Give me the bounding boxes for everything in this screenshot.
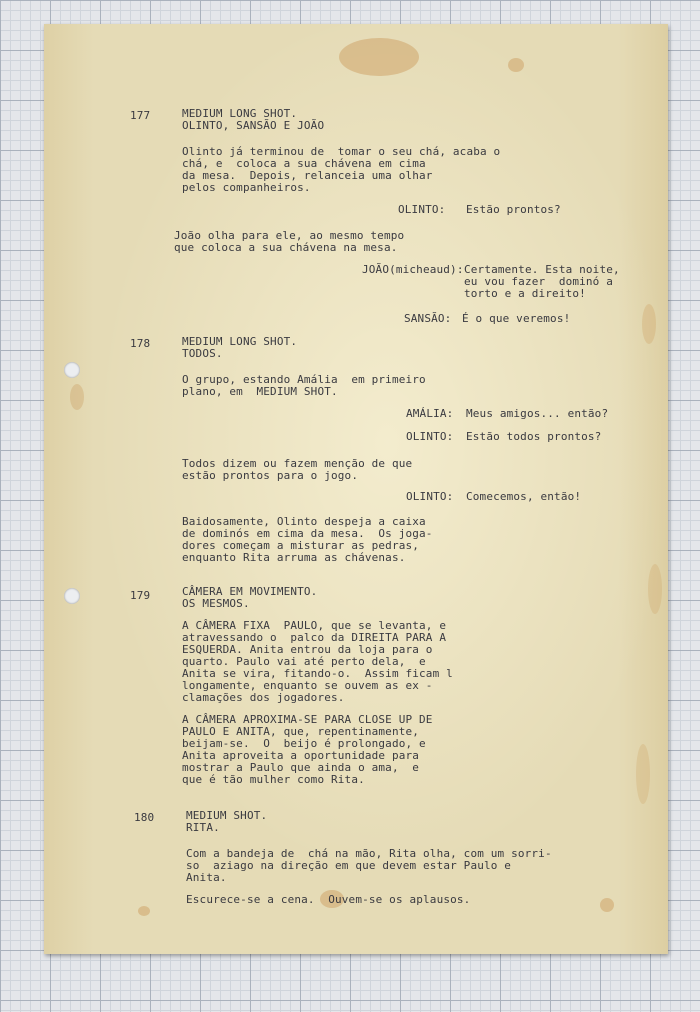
action-line: estão prontos para o jogo.	[182, 469, 359, 482]
dialogue-line: torto e a direito!	[464, 287, 586, 300]
scene-heading: MEDIUM SHOT.	[186, 809, 268, 822]
paper-stain	[600, 898, 614, 912]
scene-subheading: OS MESMOS.	[182, 597, 250, 610]
scene-heading: MEDIUM LONG SHOT.	[182, 107, 298, 120]
dialogue-line: Estão todos prontos?	[466, 430, 602, 443]
scene-heading: MEDIUM LONG SHOT.	[182, 335, 298, 348]
dialogue-line: É o que veremos!	[462, 312, 571, 325]
character-name: JOÃO(micheaud):	[362, 263, 464, 276]
scene-subheading: RITA.	[186, 821, 220, 834]
action-line: Escurece-se a cena. Ouvem-se os aplausos.	[186, 893, 471, 906]
action-line: de dominós em cima da mesa. Os joga-	[182, 527, 433, 540]
scene-subheading: OLINTO, SANSÃO E JOÃO	[182, 119, 325, 132]
action-line: Todos dizem ou fazem menção de que	[182, 457, 413, 470]
action-line: A CÂMERA FIXA PAULO, que se levanta, e	[182, 619, 447, 632]
action-line: plano, em MEDIUM SHOT.	[182, 385, 338, 398]
action-line: Anita aproveita a oportunidade para	[182, 749, 420, 762]
paper-stain	[339, 38, 419, 76]
action-line: quarto. Paulo vai até perto dela, e	[182, 655, 426, 668]
scene-number: 178	[130, 337, 151, 350]
punch-hole	[64, 362, 80, 378]
action-line: longamente, enquanto se ouvem as ex -	[182, 679, 433, 692]
action-line: dores começam a misturar as pedras,	[182, 539, 420, 552]
action-line: ESQUERDA. Anita entrou da loja para o	[182, 643, 433, 656]
action-line: enquanto Rita arruma as chávenas.	[182, 551, 406, 564]
dialogue-line: Certamente. Esta noite,	[464, 263, 620, 276]
action-line: O grupo, estando Amália em primeiro	[182, 373, 426, 386]
action-line: chá, e coloca a sua chávena em cima	[182, 157, 426, 170]
action-line: Baidosamente, Olinto despeja a caixa	[182, 515, 426, 528]
action-line: PAULO E ANITA, que, repentinamente,	[182, 725, 420, 738]
action-line: A CÂMERA APROXIMA-SE PARA CLOSE UP DE	[182, 713, 433, 726]
scene-subheading: TODOS.	[182, 347, 223, 360]
action-line: pelos companheiros.	[182, 181, 311, 194]
character-name: SANSÃO:	[404, 312, 452, 325]
action-line: que coloca a sua chávena na mesa.	[174, 241, 398, 254]
action-line: atravessando o palco da DIREITA PARA A	[182, 631, 447, 644]
action-line: clamações dos jogadores.	[182, 691, 345, 704]
dialogue-line: Comecemos, então!	[466, 490, 582, 503]
dialogue-line: Estão prontos?	[466, 203, 561, 216]
action-line: beijam-se. O beijo é prolongado, e	[182, 737, 426, 750]
paper-stain	[70, 384, 84, 410]
paper-stain	[508, 58, 524, 72]
action-line: da mesa. Depois, relanceia uma olhar	[182, 169, 433, 182]
action-line: mostrar a Paulo que ainda o ama, e	[182, 761, 420, 774]
scene-heading: CÂMERA EM MOVIMENTO.	[182, 585, 318, 598]
dialogue-line: eu vou fazer dominó a	[464, 275, 613, 288]
paper-stain	[138, 906, 150, 916]
character-name: OLINTO:	[406, 490, 454, 503]
character-name: OLINTO:	[406, 430, 454, 443]
character-name: OLINTO:	[398, 203, 446, 216]
character-name: AMÁLIA:	[406, 407, 454, 420]
action-line: João olha para ele, ao mesmo tempo	[174, 229, 405, 242]
scene-number: 179	[130, 589, 151, 602]
action-line: que é tão mulher como Rita.	[182, 773, 365, 786]
punch-hole	[64, 588, 80, 604]
paper-stain	[648, 564, 662, 614]
action-line: Com a bandeja de chá na mão, Rita olha, com um sorri-	[186, 847, 552, 860]
action-line: Olinto já terminou de tomar o seu chá, acaba o	[182, 145, 501, 158]
action-line: so aziago na direção em que devem estar Paulo e	[186, 859, 512, 872]
paper-stain	[642, 304, 656, 344]
action-line: Anita se vira, fitando-o. Assim ficam l	[182, 667, 453, 680]
paper-stain	[636, 744, 650, 804]
action-line: Anita.	[186, 871, 227, 884]
scene-number: 177	[130, 109, 151, 122]
scene-number: 180	[134, 811, 155, 824]
dialogue-line: Meus amigos... então?	[466, 407, 609, 420]
